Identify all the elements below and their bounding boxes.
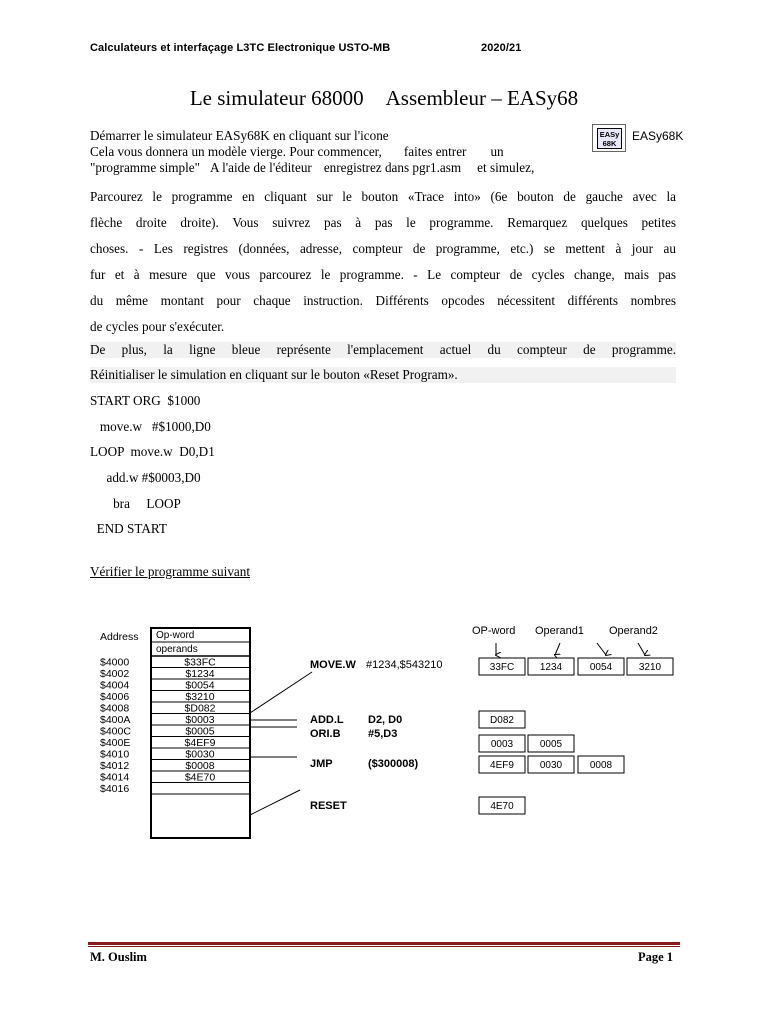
intro-line-2a: Cela vous donnera un modèle vierge. Pour commencer, [90, 144, 382, 159]
intro-line-3a: "programme simple" [90, 160, 201, 175]
code-line-3: LOOP move.w D0,D1 [90, 444, 215, 459]
instr-move-mnemonic: MOVE.W [310, 659, 356, 671]
memory-word: $4E70 [184, 771, 216, 784]
memory-word: $0003 [185, 714, 215, 726]
memory-address: $4016 [100, 783, 130, 795]
memory-word: $D082 [184, 702, 216, 715]
instr-reset-mnemonic: RESET [310, 800, 347, 812]
memory-address: $4002 [100, 668, 130, 680]
body-line-5: du même montant pour chaque instruction. Différents opcodes nécessitent différents nombres [90, 293, 676, 308]
code-line-4: add.w #$0003,D0 [90, 470, 201, 485]
memory-address: $400A [100, 714, 131, 726]
arrow-operand1 [555, 643, 560, 655]
header-course: Calculateurs et interfaçage L3TC Electronique USTO-MB [90, 42, 391, 54]
encoding-value: 33FC [489, 662, 515, 673]
memory-word: $0030 [185, 748, 215, 761]
body-plus-line: De plus, la ligne bleue représente l'emplacement actuel du compteur de programme. [90, 342, 676, 357]
memory-word: $1234 [185, 668, 215, 680]
memory-address: $4014 [100, 771, 130, 784]
encoding-value: D082 [490, 715, 514, 726]
encoding-value: 0030 [539, 760, 563, 771]
intro-line-3b: A l'aide de l'éditeur [210, 160, 312, 175]
icon-glyph-line2: 68K [602, 139, 617, 148]
instr-add-operands: D2, D0 [368, 714, 403, 726]
memory-address: $400E [100, 737, 131, 749]
memory-address: $4008 [100, 702, 130, 715]
header-address: Address [100, 631, 139, 643]
memory-address: $4012 [100, 760, 130, 772]
icon-glyph-line1: EASy [599, 130, 620, 139]
intro-line-3c: enregistrez dans pgr1.asm [323, 160, 462, 175]
header-year: 2020/21 [481, 42, 522, 54]
memory-word: $3210 [185, 691, 215, 703]
enc-label-operand1: Operand1 [535, 625, 584, 637]
enc-label-opword: OP-word [472, 625, 516, 637]
memory-word: $0054 [185, 679, 215, 692]
encoding-value: 4EF9 [490, 760, 514, 771]
memory-word: $0005 [185, 725, 215, 738]
memory-address: $400C [100, 725, 131, 738]
instr-add-mnemonic: ADD.L [310, 714, 344, 726]
icon-label: EASy68K [632, 129, 684, 143]
body-line-4: fur et à mesure que vous parcourez le programme. - Le compteur de cycles change, mais pas [90, 267, 676, 282]
memory-address: $4010 [100, 748, 130, 761]
footer-author: M. Ouslim [90, 950, 147, 964]
code-line-1: START ORG $1000 [90, 393, 201, 408]
footer-page: Page 1 [638, 950, 674, 964]
encoding-value: 0003 [490, 739, 514, 750]
memory-address: $4000 [100, 656, 130, 669]
footer-rule [88, 942, 680, 945]
arrow-operand2-a [597, 643, 606, 655]
instr-jmp-operands: ($300008) [368, 758, 419, 770]
code-line-2: move.w #$1000,D0 [90, 419, 211, 434]
header-opword: Op-word [156, 630, 195, 641]
memory-address: $4006 [100, 691, 130, 703]
connector-reset [250, 790, 300, 815]
body-line-3: choses. - Les registres (données, adresse, compteur de programme, etc.) se mettent à jour au [90, 241, 676, 256]
memory-word: $4EF9 [184, 737, 216, 749]
intro-line-2b: faites entrer [403, 144, 467, 159]
body-line-6: de cycles pour s'exécuter. [90, 319, 225, 334]
connector-move [250, 672, 312, 713]
enc-label-operand2: Operand2 [609, 625, 658, 637]
header-operands: operands [156, 644, 198, 655]
footer-rule-thin [88, 946, 680, 947]
arrow-operand2-b [638, 643, 645, 655]
encoding-value: 1234 [539, 662, 563, 673]
intro-line-1: Démarrer le simulateur EASy68K en cliquant sur l'icone [90, 128, 389, 143]
memory-address: $4004 [100, 679, 130, 692]
instr-jmp-mnemonic: JMP [310, 758, 333, 770]
encoding-value: 0008 [589, 760, 613, 771]
encoding-value: 0054 [589, 662, 613, 673]
encoding-value: 4E70 [490, 801, 514, 812]
connector-lines [250, 672, 312, 815]
instr-move-operands: #1234,$543210 [366, 659, 443, 671]
verify-heading: Vérifier le programme suivant [90, 564, 251, 579]
memory-word: $33FC [184, 656, 216, 669]
instr-ori-operands: #5,D3 [368, 728, 398, 740]
intro-line-2c: un [490, 144, 504, 159]
encoding-value: 0005 [539, 739, 563, 750]
body-reset-line: Réinitialiser le simulation en cliquant sur le bouton «Reset Program». [90, 367, 676, 383]
title-right: Assembleur – EASy68 [385, 86, 579, 110]
code-line-5: bra LOOP [90, 496, 181, 511]
title-left: Le simulateur 68000 [189, 86, 364, 110]
code-line-6: END START [90, 521, 167, 536]
encoding-value: 3210 [638, 662, 662, 673]
instr-ori-mnemonic: ORI.B [310, 728, 341, 740]
memory-word: $0008 [185, 760, 215, 772]
body-line-1: Parcourez le programme en cliquant sur le bouton «Trace into» (6e bouton de gauche avec la [90, 189, 676, 204]
body-line-2: flèche droite droite). Vous suivrez pas à pas le programme. Remarquez quelques petites [90, 215, 676, 230]
intro-line-3d: et simulez, [477, 160, 535, 175]
